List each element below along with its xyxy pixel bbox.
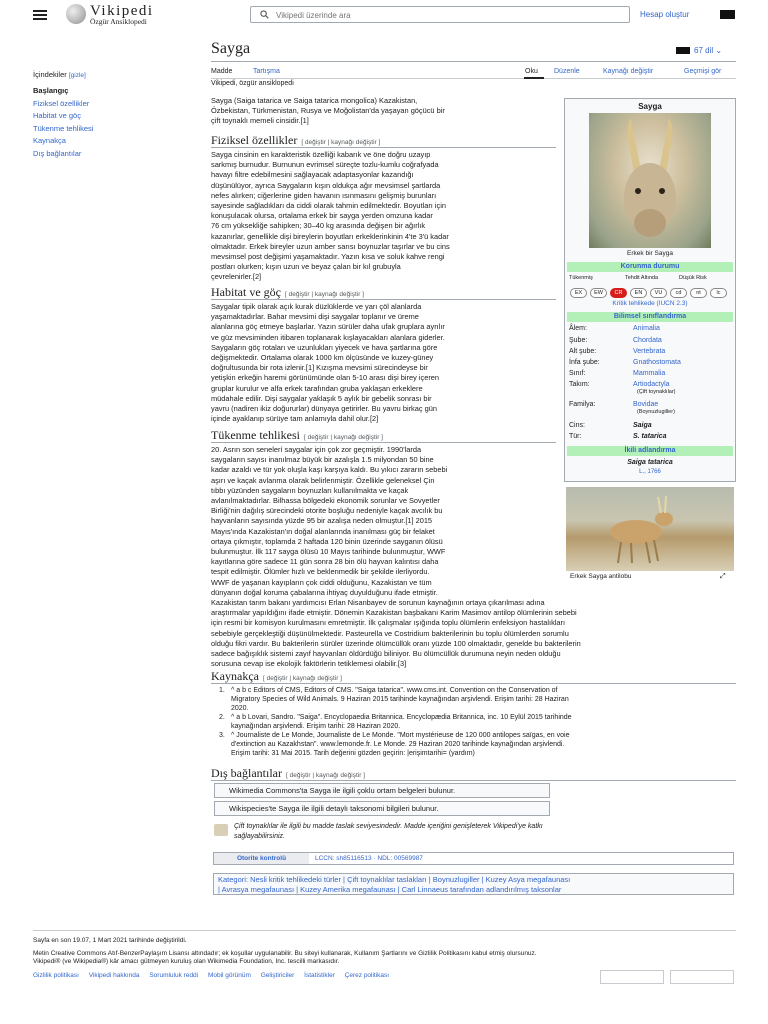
critical-status: Kritik tehlikede (IUCN 2.3)	[612, 300, 688, 307]
tab-history[interactable]: Geçmişi gör	[684, 68, 722, 75]
classification-row	[569, 337, 733, 348]
taxon-link[interactable]: Artiodactyla	[633, 381, 670, 388]
wikimedia-badge[interactable]	[600, 970, 664, 984]
rank-label: Tür:	[569, 433, 582, 440]
text-line: kazanırlar, genellikle dişi bireylerin boyutları erkeklerinkinin 4'te 3'ü kadar	[211, 231, 449, 241]
toc-item-references[interactable]: Kaynakça	[33, 136, 66, 145]
binomial-name: Saiga tatarica	[627, 459, 673, 466]
text-line: ^ Journaliste de Le Monde, Journaliste de Le Monde. "Mort mystérieuse de 120 000 antilopes saïgas, en voie	[231, 732, 570, 739]
status-vu[interactable]: VU	[650, 288, 667, 298]
text-line: düşünülüyor, ayrıca Saygaların kışın oldukça ağır mevsimsel şartlarda	[211, 180, 441, 190]
tabs-divider	[211, 78, 736, 79]
create-account-link[interactable]: Hesap oluştur	[640, 10, 690, 19]
search-icon	[260, 10, 269, 19]
text-line: sağlayabilirsiniz.	[234, 833, 285, 840]
reference-item: 3. ^ Journaliste de Le Monde, Journaliste de Le Monde. "Mort mystérieuse de 120 000 antilopes saïgas, en voie d'extinction au Kazakhstan". www.lemonde.fr. Le Monde. 29 Haziran 2020 tarihinde kaynağından arşivlendi. Erişim tarihi: 31 Mai 2015. Tarih değerini gözden geçirin: |erişimtarihi= (yardım)	[231, 731, 731, 758]
toc-item-habitat[interactable]: Habitat ve göç	[33, 111, 81, 120]
heading-rule	[211, 147, 556, 148]
stub-notice	[234, 822, 734, 842]
classification-row	[569, 359, 733, 370]
license-text	[33, 950, 733, 966]
footer-link[interactable]: Vikipedi hakkında	[88, 972, 140, 979]
classification-row	[569, 433, 733, 444]
text-line: mevsimsel post değişimi yaşamaktadır. Yazın kısa ve soluk kahve rengi	[211, 252, 445, 262]
page-tabs	[211, 68, 736, 78]
taxon-link[interactable]: Vertebrata	[633, 348, 666, 355]
status-ew[interactable]: EW	[590, 288, 607, 298]
text-line: çevrelenirler.[2]	[211, 272, 262, 282]
last-modified: Sayfa en son 19.07, 1 Mart 2021 tarihinde değiştirildi.	[33, 937, 187, 944]
language-button[interactable]: 67 dil ⌄	[694, 46, 723, 55]
rank-label: Familya:	[569, 401, 596, 408]
text-line: sadece bağışıklık sistemi zayıf hayvanları öldürdüğü biliniyor. Bu ölümcüllük durumuna neyin neden olduğu	[211, 649, 561, 659]
rank-label: Alt şube:	[569, 348, 597, 355]
classification-row	[569, 381, 733, 395]
text-line: saygaların sayısı inanılmaz büyük bir azalışla 1.5 milyondan 50 bine	[211, 455, 434, 465]
text-line: tespit edilmiştir. Ölümler hızlı ve beklenmedik bir şekilde ilerliyordu.	[211, 567, 430, 577]
tab-read-indicator	[524, 77, 544, 79]
text-line: sayesinde sağladıkları da ciddi olarak tahmin edilmektedir. Boyutları için	[211, 201, 446, 211]
text-line: Birliği'nin dağılış sürecindeki otorite boşluğu nedeniyle kaçak avcılık bu	[211, 506, 443, 516]
text-line: tıbbı yüzünden saygaların boynuzları kullanılmakta ve kaçak	[211, 485, 409, 495]
toc-item-physical[interactable]: Fiziksel özellikler	[33, 98, 90, 108]
classification-row	[569, 325, 733, 336]
footer-divider	[33, 930, 736, 931]
text-line: sorusuna cevap ise ekolojik faktörlerin tetiklemesi olabilir.[3]	[211, 659, 407, 669]
wikispecies-box[interactable]: Wikispecies'te Sayga ile ilgili detaylı taksonomi bilgileri bulunur.	[214, 801, 550, 816]
text-line: sebebiyle gerçekleştiği düşünülmektedir. Pasteurella ve Costridium bakterilerinin bu toplu ölümlerden sorumlu	[211, 628, 569, 638]
antelope-illustration	[566, 487, 734, 571]
binomial-header[interactable]: İkili adlandırma	[567, 446, 733, 456]
text-line: kaynağından arşivlendi. Erişim tarihi: 28 Haziran 2020.	[231, 723, 401, 730]
footer-links	[33, 972, 397, 979]
status-nt[interactable]: nt	[690, 288, 707, 298]
text-line: Saygaların göç rotaları ve uzunlukları yiyecek ve hava şartlarına göre	[211, 342, 438, 352]
infobox-caption: Erkek bir Sayga	[627, 250, 673, 257]
tab-read[interactable]: Oku	[525, 68, 538, 75]
authority-label[interactable]: Otorite kontrolü	[214, 853, 309, 864]
saiga-antelope-photo[interactable]	[566, 487, 734, 571]
status-label: Düşük Risk	[679, 275, 707, 281]
text-line: yetişkin erkeğin haremi görünümünde olan 5-10 arası dişi birey içeren	[211, 373, 439, 383]
text-line: 20. Asrın son senelerí saygalar için çok zor geçmiştir. 1990'larda	[211, 445, 422, 454]
tab-edit[interactable]: Düzenle	[554, 68, 580, 75]
taxon-common-name: (Çift toynaklılar)	[637, 389, 676, 395]
text-line: 2020.	[231, 705, 249, 712]
text-line: 76 cm yüksekliğe sahipken; 30–40 kg arasında değişen bir ağırlık	[211, 221, 426, 231]
intro-paragraph	[211, 96, 445, 127]
rank-label: Şube:	[569, 337, 588, 344]
text-line: yavru (nadiren ikiz doğururlar) dünyaya getirirler. Bu yavru birkaç gün	[211, 404, 437, 414]
heading-habitat: Habitat ve göç [ değiştir | kaynağı değiştir ]	[211, 285, 364, 299]
text-line: kayıtlarına göre sadece 11 gün sonra 28 bin ölü hayvan kalıntısı daha	[211, 557, 439, 567]
taxon-link[interactable]: Saiga	[633, 422, 652, 429]
footer-link[interactable]: İstatistikler	[304, 972, 335, 979]
footer-link[interactable]: Sorumluluk reddi	[149, 972, 199, 979]
section-edit-link[interactable]: [ değiştir | kaynağı değiştir ]	[284, 291, 364, 298]
text-line: Erişim tarihi: 31 Mai 2015. Tarih değerini gözden geçirin: |erişimtarihi= (yardım)	[231, 750, 475, 757]
classification-header[interactable]: Bilimsel sınıflandırma	[567, 312, 733, 322]
conservation-header[interactable]: Korunma durumu	[567, 262, 733, 272]
taxon-link[interactable]: S. tatarica	[633, 433, 667, 440]
taxon-link[interactable]: Bovidae	[633, 401, 659, 408]
reference-item: 1. ^ a b c Editors of CMS, Editors of CMS. "Saiga tatarica". www.cms.int. Convention on the Conservation of Migratory Species of Wild Animals. 9 Haziran 2015 tarihinde kaynağından arşivlendi. Erişim tarihi: 28 Haziran 2020.	[231, 686, 731, 713]
footer-link[interactable]: Gizlilik politikası	[33, 972, 79, 979]
logo-tagline: Özgür Ansiklopedi	[90, 17, 147, 26]
category-links	[213, 873, 734, 895]
taxon-link[interactable]: Mammalia	[633, 370, 666, 377]
text-line: gruplar kurulur ve alfa erkek tarafından gruba yaklaşan erkeklere	[211, 383, 423, 393]
commons-box[interactable]: Wikimedia Commons'ta Sayga ile ilgili çoklu ortam belgeleri bulunur.	[214, 783, 550, 798]
tab-talk[interactable]: Tartışma	[253, 68, 280, 75]
text-line: WWF de yaşanan kayıpların çok ciddi olduğunu, Kazakistan ve tüm	[211, 577, 432, 587]
status-cd[interactable]: cd	[670, 288, 687, 298]
text-line: Çift toynaklılar ile ilgili bu madde taslak seviyesindedir. Madde içeriğini genişleterek Vikipedi'ye katkı	[234, 823, 543, 830]
text-line: bulunmuştur. İlk 117 sayga ölüsü 10 Mayıs tarihinde bulunmuştur, WWF	[211, 547, 446, 557]
toc-item-external[interactable]: Dış bağlantılar	[33, 148, 82, 158]
heading-rule	[211, 442, 556, 443]
text-line: sarkmış burnudur. Burnunun evrimsel süreçte tozlu-kumlu coğrafyada	[211, 160, 439, 170]
stub-icon	[214, 824, 228, 836]
taxon-common-name: (Boynuzlugiller)	[637, 409, 675, 415]
wikipedia-globe-logo[interactable]	[66, 4, 86, 24]
section-edit-link[interactable]: [ değiştir | kaynağı değiştir ]	[285, 772, 365, 779]
text-line: ortaya çıkmıştır, toplamda 2 haftada 120 binin üzerinde sayganın ölüsü	[211, 536, 443, 546]
text-line: müdahale edilir. Dişi saygalar yaklaşık 5 aylık bir gebelik sonrası bir	[211, 393, 432, 403]
text-line: kadar azaldı ve tür yok oluşla kaşı karşıya kaldı. Bu yıkıcı zararın sebebi	[211, 465, 448, 475]
site-header	[0, 0, 768, 30]
taxon-link[interactable]: Animalia	[633, 325, 660, 332]
text-line: için resmi bir komisyon kurulmasını emretmiştir. İlk çalışmalar ışığında toplu ölümlerin enfeksiyon hastalıkları	[211, 618, 566, 628]
text-line: içinde ayaklanıp sürüye tam anlamıyla dahil olur.[2]	[211, 414, 379, 424]
user-menu-icon[interactable]	[720, 10, 735, 19]
heading-rule	[211, 299, 556, 300]
classification-row	[569, 422, 733, 433]
text-line: Özbekistan, Türkmenistan, Rusya ve Moğolistan'da yaşayan göçücü bir	[211, 106, 445, 116]
footer-link[interactable]: Geliştiriciler	[260, 972, 295, 979]
physical-paragraph	[211, 150, 450, 283]
text-line: Vikipedi® (ve Wikipedia®) kâr amacı gütmeyen kuruluş olan Wikimedia Foundation, Inc. tescilli markasıdır.	[33, 958, 340, 965]
toc-item-start[interactable]: Başlangıç	[33, 86, 69, 95]
text-line: yaşamaktadırlar. Bahar mevsimi dişi saygalar toplanır ve üreme	[211, 312, 419, 322]
text-line: doğrultusunda bir rota izlenir.[1] Kızışma mevsimi sürecindeyse bir	[211, 363, 428, 373]
text-line: avlanılmaktadırlar. Bilhassa bölgedeki ekonomik sorunlar ve Sovyetler	[211, 496, 440, 506]
rank-label: Takım:	[569, 381, 590, 388]
taxobox	[564, 98, 736, 482]
habitat-paragraph	[211, 302, 445, 424]
rank-label: Cins:	[569, 422, 585, 429]
status-ex[interactable]: EX	[570, 288, 587, 298]
text-line: postları olurken; kışın uzun ve beyaz çalan bir kıl grubuyla	[211, 262, 401, 272]
text-line: konuşulacak olursa, ortalama erkek bir sayga yerden omzuna kadar	[211, 211, 433, 221]
status-cr[interactable]: CR	[610, 288, 627, 298]
text-line: nefes alırken; ciğerlerine giden havanın ısınmasını gelişmiş burunları	[211, 190, 437, 200]
tab-article[interactable]: Madde	[211, 68, 233, 75]
text-line: havayı filtre edebilmesini sağlayacak adaptasyonlar kazandığı	[211, 170, 414, 180]
heading-physical: Fiziksel özellikler [ değiştir | kaynağı değiştir ]	[211, 133, 381, 147]
saiga-photo[interactable]	[589, 113, 711, 248]
text-line: Sayga cinsinin en karakteristik özelliği kabarık ve öne doğru uzayıp	[211, 150, 431, 159]
text-line: olmaktadır. Erkek bireyler uzun amber sarısı boynuzlar taşırlar ve bu cins	[211, 241, 450, 251]
toc-header: İçindekiler [gizle]	[33, 70, 86, 79]
section-edit-link[interactable]: [ değiştir | kaynağı değiştir ]	[301, 139, 381, 146]
text-line: alanlarına göç etmeye başlarlar. Yazın sürüler daha ufak gruplara ayrılır	[211, 322, 445, 332]
binomial-author: L., 1766	[639, 469, 661, 475]
text-line: araştırmalar yapıldığını ifade etmiştir. Dönemin Kazakistan başbakanı Karim Masimov antilop ölümlerinin sebebi	[211, 608, 577, 618]
text-line: ^ a b Lovari, Sandro. "Saiga". Encyclopaedia Britannica. Encyclopædia Britannica, inc. 10 Eylül 2015 tarihinde	[231, 714, 572, 721]
table-of-contents	[33, 70, 173, 161]
authority-values[interactable]: LCCN: sh85116513 · NDL: 00569987	[315, 855, 423, 862]
status-en[interactable]: EN	[630, 288, 647, 298]
search-box[interactable]	[250, 6, 630, 23]
text-line: dünyanın doğal koruma çabalarına ihtiyaç duyulduğunu ifade etmiştir.	[211, 587, 438, 597]
logo-wordmark[interactable]: Vikipedi	[90, 3, 154, 19]
category-line[interactable]: Kategori: Nesli kritik tehlikedeki türler | Çift toynaklılar taslakları | Boynuzlugiller | Kuzey Asya megafaunası	[218, 875, 571, 884]
text-line: Sayga (Saiga tatarica ve Saiga tatarica mongolica) Kazakistan,	[211, 96, 418, 105]
language-icon[interactable]	[676, 47, 690, 54]
enlarge-icon[interactable]: ⤢	[720, 573, 726, 580]
text-line: Mayıs'ında Kazakistan'ın doğal alanlarında inanılması güç bir felaket	[211, 526, 435, 536]
text-line: Saygalar tipik olarak açık kurak düzlüklerde ve yarı çöl alanlarda	[211, 302, 422, 311]
classification-row	[569, 401, 733, 415]
mediawiki-badge[interactable]	[670, 970, 734, 984]
status-lc[interactable]: lc	[710, 288, 727, 298]
conservation-status-scale[interactable]	[570, 288, 730, 298]
footer-link[interactable]: Çerez politikası	[344, 972, 390, 979]
heading-rule	[211, 683, 736, 684]
reference-item: 2. ^ a b Lovari, Sandro. "Saiga". Encyclopaedia Britannica. Encyclopædia Britannica, inc. 10 Eylül 2015 tarihinde kaynağından arşivlendi. Erişim tarihi: 28 Haziran 2020.	[231, 713, 731, 731]
section-edit-link[interactable]: [ değiştir | kaynağı değiştir ]	[303, 434, 383, 441]
site-tagline: Vikipedi, özgür ansiklopedi	[211, 80, 294, 87]
taxon-link[interactable]: Gnathostomata	[633, 359, 681, 366]
heading-external: Dış bağlantılar [ değiştir | kaynağı değiştir ]	[211, 766, 365, 780]
photo-caption: Erkek Sayga antilobu	[570, 573, 632, 580]
text-line: ve güz mevsiminden itibaren toplanarak kışlayacakları alanlara giderler.	[211, 332, 445, 342]
menu-icon[interactable]	[33, 10, 47, 20]
threat-paragraph	[211, 445, 581, 669]
taxon-link[interactable]: Chordata	[633, 337, 662, 344]
classification-row	[569, 370, 733, 381]
heading-references: Kaynakça [ değiştir | kaynağı değiştir ]	[211, 669, 342, 683]
text-line: aşırı ve kaçak avlanma olarak belirlenmiştir. Özellikle geleneksel Çin	[211, 475, 435, 485]
category-line[interactable]: | Avrasya megafaunası | Kuzey Amerika megafaunası | Carl Linnaeus tarafından adlandırılmış taksonlar	[218, 885, 562, 894]
rank-label: Sınıf:	[569, 370, 586, 377]
text-line: değişmektedir. Ortalama olarak 1000 km ölçüsünde ve kuzey-güney	[211, 353, 434, 363]
text-line: Metin Creative Commons Atıf-BenzerPaylaşım Lisansı altındadır; ek koşullar uygulanabilir. Bu siteyi kullanarak, Kullanım Şartlarını ve Gizlilik Politikasını kabul etmiş olursunuz.	[33, 950, 537, 957]
text-line: çift toynaklı memeli cinsidir.[1]	[211, 116, 309, 126]
classification-row	[569, 348, 733, 359]
title-divider	[211, 61, 736, 62]
text-line: Migratory Species of Wild Animals. 9 Haziran 2015 tarihinde kaynağından arşivlendi. Erişim tarihi: 28 Haziran	[231, 696, 569, 703]
toc-item-threat[interactable]: Tükenme tehlikesi	[33, 123, 94, 133]
text-line: olduğu fikri vardır. Bu bakterilerin sürüler üzerinde ölümcüllük oranı yüzde 100 olmaktadır, genelde bu bakterilerin	[211, 638, 581, 648]
tab-edit-source[interactable]: Kaynağı değiştir	[603, 68, 654, 75]
rank-label: İnfa şube:	[569, 359, 600, 366]
text-line: hayvanların sayısında yüzde 95 bir azalışa neden olmuştur.[1] 2015	[211, 516, 433, 526]
footer-link[interactable]: Mobil görünüm	[207, 972, 251, 979]
saiga-illustration	[589, 113, 711, 248]
section-edit-link[interactable]: [ değiştir | kaynağı değiştir ]	[262, 675, 342, 682]
status-label: Tehdit Altında	[625, 275, 659, 281]
text-line: ^ a b c Editors of CMS, Editors of CMS. "Saiga tatarica". www.cms.int. Convention on the Conservation of	[231, 687, 558, 694]
heading-rule	[211, 780, 736, 781]
text-line: d'extinction au Kazakhstan". www.lemonde.fr. Le Monde. 29 Haziran 2020 tarihinde kaynağından arşivlendi.	[231, 741, 565, 748]
page-title: Sayga	[211, 40, 251, 57]
heading-threat: Tükenme tehlikesi [ değiştir | kaynağı değiştir ]	[211, 428, 383, 442]
search-input[interactable]	[276, 9, 616, 21]
infobox-title: Sayga	[638, 102, 662, 111]
toc-hide-link[interactable]: [gizle]	[68, 72, 86, 79]
status-label: Tükenmiş	[569, 275, 593, 281]
chevron-down-icon: ⌄	[715, 46, 723, 55]
rank-label: Âlem:	[569, 325, 587, 332]
authority-control	[213, 852, 734, 865]
text-line: Kazakistan tarım bakanı yardımcısı Erlan Nisanbayev de sorunun kaynağının ortaya çıkarılması adına	[211, 598, 545, 608]
